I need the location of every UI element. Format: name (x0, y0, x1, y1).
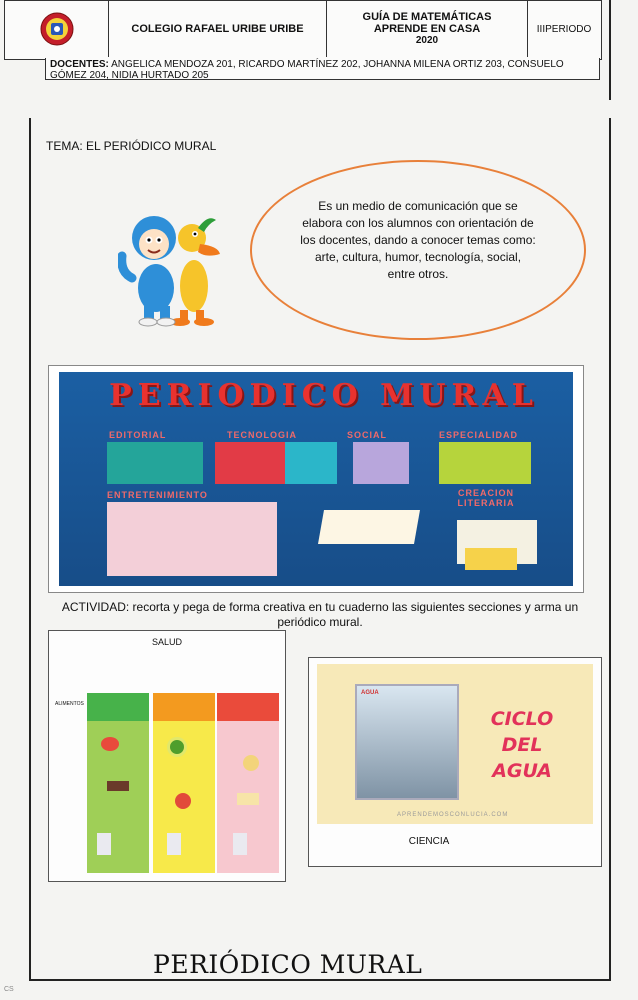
school-logo-cell (5, 1, 109, 57)
salud-label: SALUD (151, 637, 182, 647)
mural-section-creacion-literaria: CREACION LITERARIA (457, 488, 515, 508)
salud-food-item (233, 833, 247, 855)
salud-frame (48, 630, 286, 882)
water-cycle-title-line: DEL (501, 734, 543, 756)
mural-panel-social (353, 442, 409, 484)
salud-food-item (243, 755, 259, 771)
school-crest-icon (40, 12, 74, 46)
activity-instructions: ACTIVIDAD: recorta y pega de forma creativa en tu cuaderno las siguientes secciones y arma un periódico mural. (61, 600, 579, 629)
mural-panel-tecnologia (215, 442, 285, 484)
ciencia-frame (308, 657, 602, 867)
water-cycle-title-line: AGUA (492, 760, 552, 782)
guide-subtitle: APRENDE EN CASA (373, 23, 481, 35)
period-cell (528, 1, 600, 57)
page-border-bottom (29, 979, 611, 981)
header-table (4, 0, 602, 60)
guide-title-cell (327, 1, 528, 57)
mural-panel-editorial (107, 442, 203, 484)
page-border-left (29, 118, 31, 980)
scanner-tag: CS (4, 986, 14, 993)
mural-section-especialidad: ESPECIALIDAD (439, 430, 519, 440)
water-cycle-sign: AGUA (361, 690, 379, 696)
mural-section-entretenimiento: ENTRETENIMIENTO (107, 490, 208, 500)
teachers-row (45, 58, 600, 80)
salud-food-item (175, 793, 191, 809)
mural-section-tecnologia: TECNOLOGIA (227, 430, 297, 440)
salud-food-item (167, 833, 181, 855)
mural-panel-tecnologia-2 (285, 442, 337, 484)
topic-heading: TEMA: EL PERIÓDICO MURAL (46, 139, 217, 153)
salud-food-chart-image (87, 693, 279, 873)
salud-header-red (217, 693, 279, 721)
mural-panel-yellow (465, 548, 517, 570)
water-cycle-image (317, 664, 593, 824)
header-border-right (609, 0, 611, 100)
water-cycle-title (467, 706, 577, 784)
mural-section-editorial: EDITORIAL (109, 430, 167, 440)
guide-title: GUÍA DE MATEMÁTICAS (362, 11, 492, 23)
teachers-list: ANGELICA MENDOZA 201, RICARDO MARTÍNEZ 202, JOHANNA MILENA ORTIZ 203, CONSUELO GÓMEZ 204, NIDIA HURTADO 205 (50, 59, 564, 81)
ciencia-caption: CIENCIA (408, 836, 450, 847)
cartoon-characters-image (118, 198, 224, 328)
footer-title: PERIÓDICO MURAL (153, 950, 423, 979)
mural-book (318, 510, 420, 544)
salud-column-tag: ALIMENTOS (55, 701, 84, 707)
water-cycle-title-line: CICLO (490, 708, 554, 730)
salud-food-item (237, 793, 259, 805)
mural-panel-entretenimiento (107, 502, 277, 576)
salud-food-item (101, 737, 119, 751)
water-cycle-watermark: APRENDEMOSCONLUCIA.COM (397, 812, 509, 818)
teachers-label: DOCENTES: (50, 59, 109, 70)
salud-food-item (97, 833, 111, 855)
school-name: COLEGIO RAFAEL URIBE URIBE (131, 23, 304, 35)
school-name-cell (109, 1, 327, 57)
water-cycle-scene (355, 684, 459, 800)
mural-title: PERIODICO MURAL (109, 378, 539, 413)
mural-panel-especialidad (439, 442, 531, 484)
period-label: IIIPERIODO (536, 23, 592, 35)
salud-food-item (167, 737, 187, 757)
page-border-right (609, 118, 611, 980)
salud-food-item (107, 781, 129, 791)
guide-year: 2020 (415, 35, 439, 46)
mural-board-image (48, 365, 584, 593)
mural-section-social: SOCIAL (347, 430, 388, 440)
definition-text: Es un medio de comunicación que se elabora con los alumnos con orientación de los docentes, dando a conocer temas como: arte, cultura, humor, tecnología, social, entre otros. (300, 199, 536, 281)
salud-header-green (87, 693, 149, 721)
mural-board (59, 372, 573, 586)
salud-header-orange (153, 693, 215, 721)
